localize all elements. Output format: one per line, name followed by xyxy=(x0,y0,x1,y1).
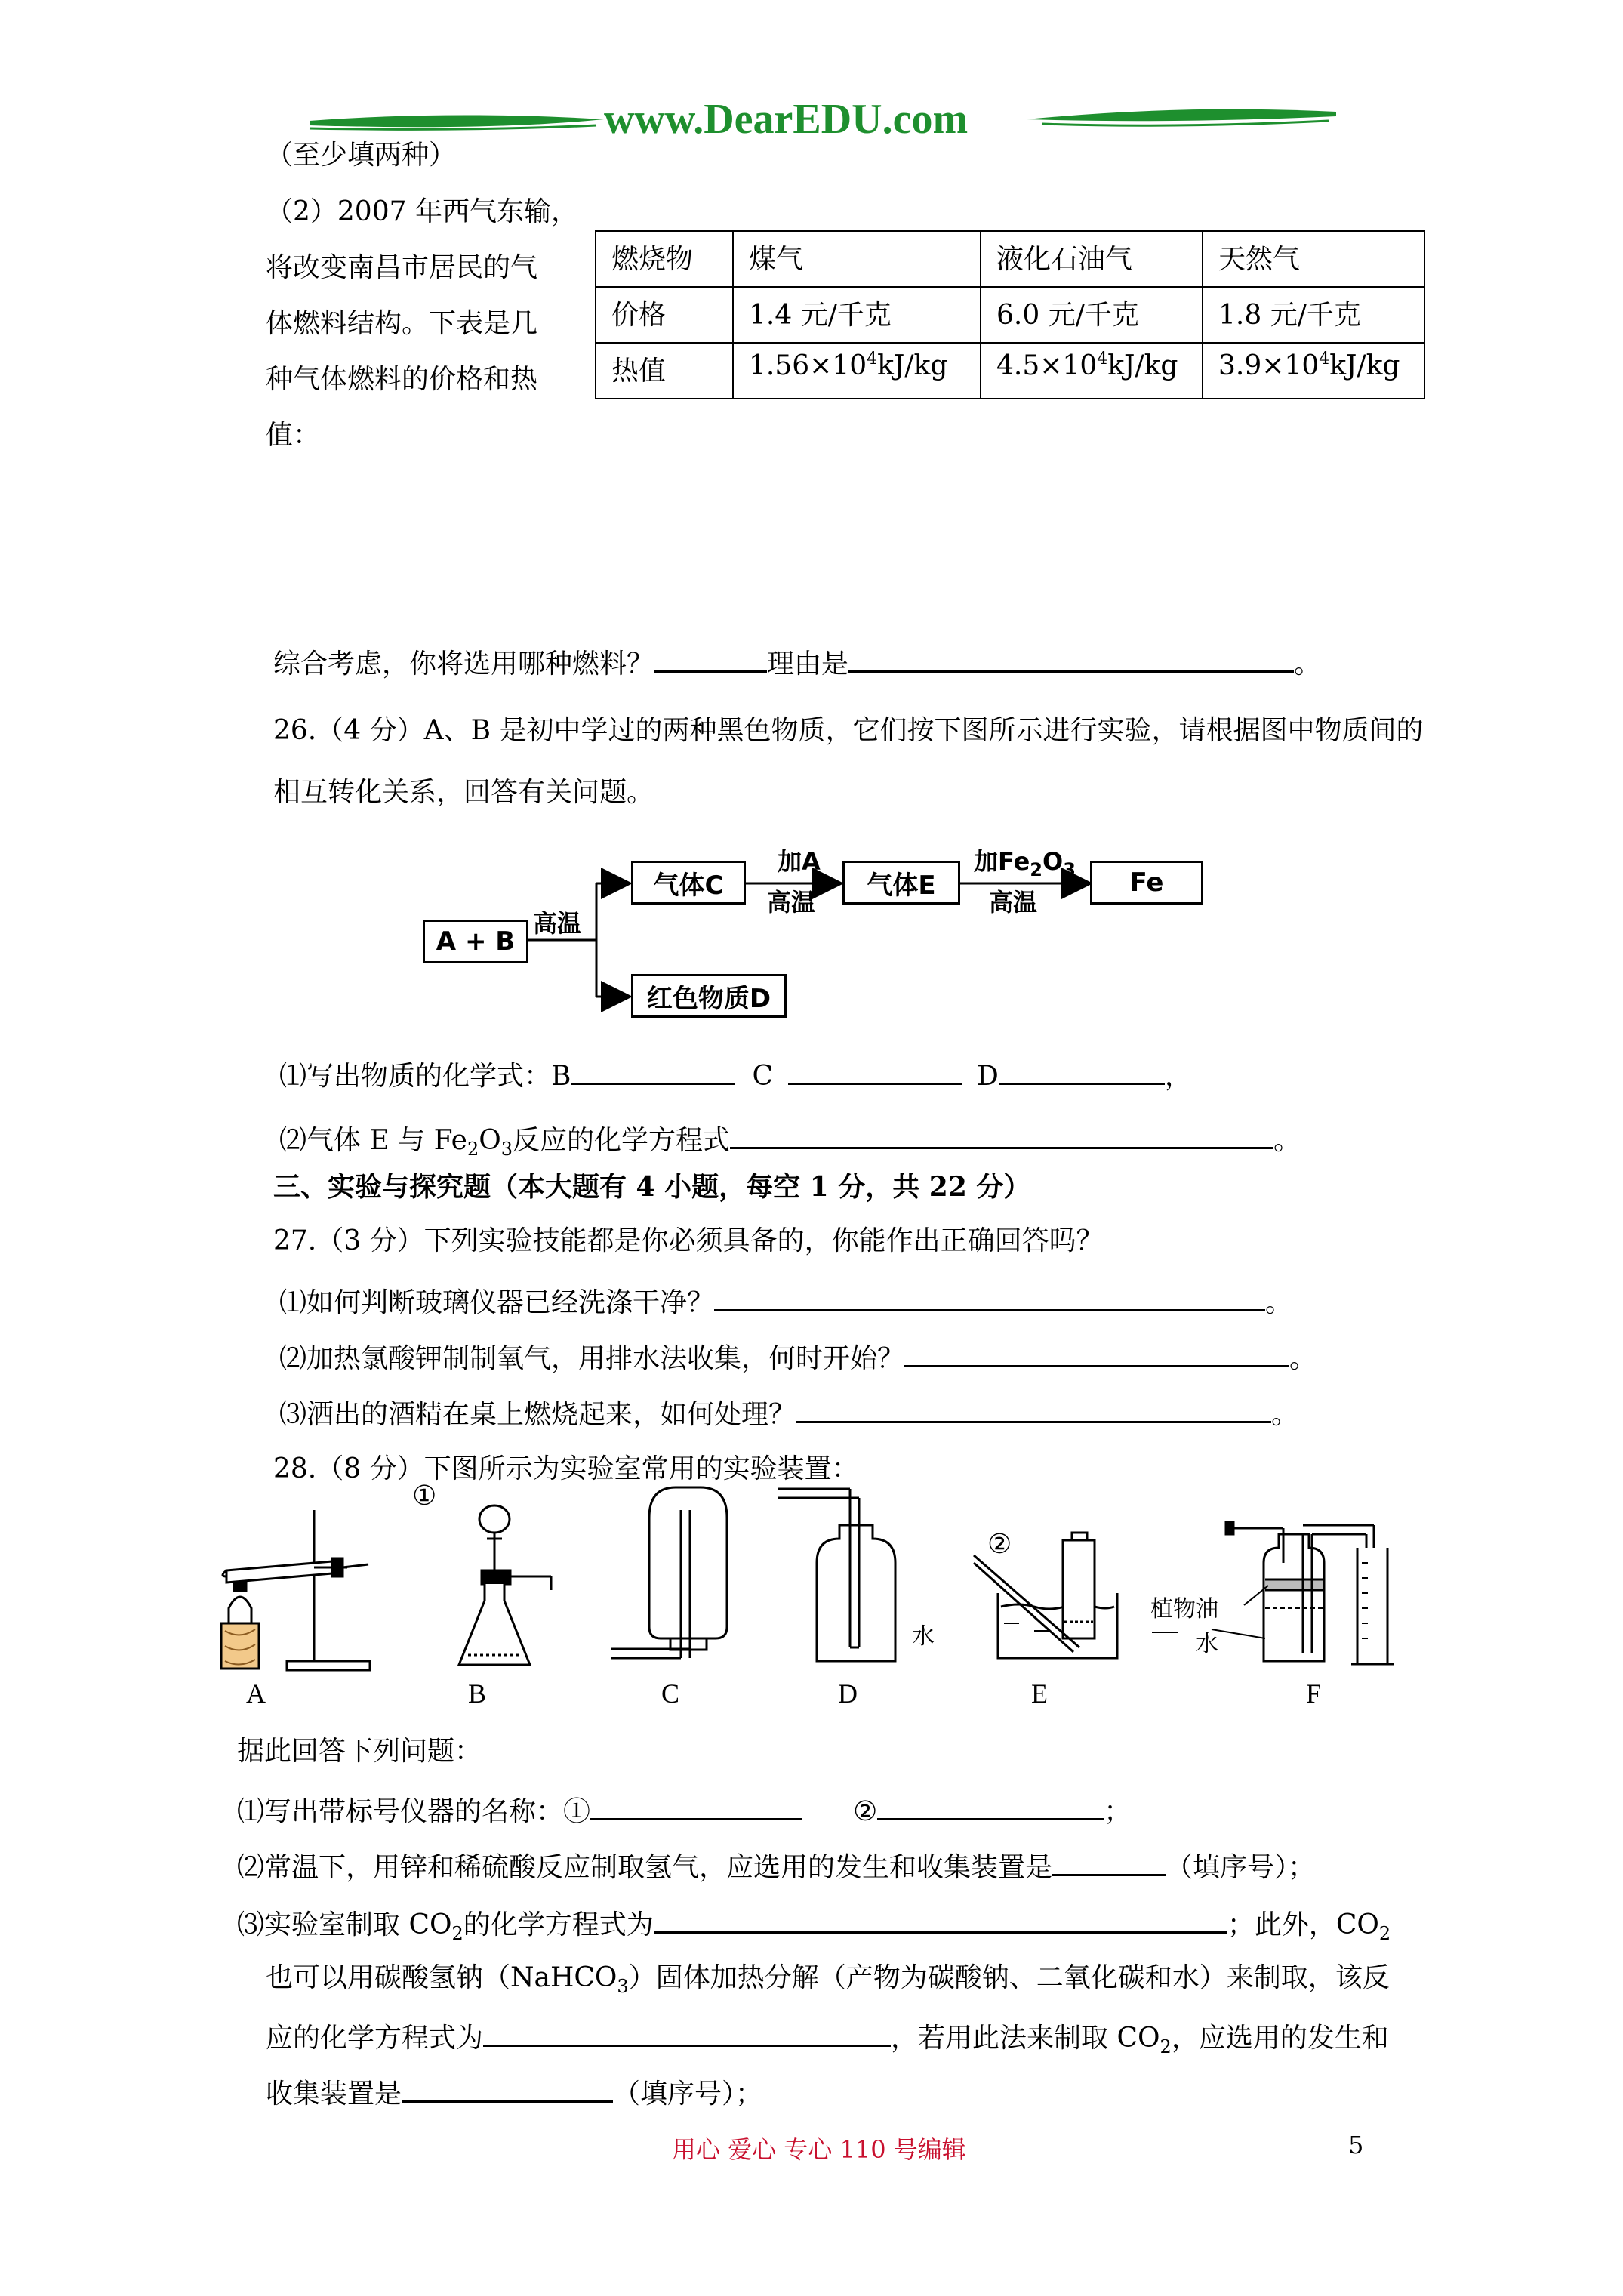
apparatus-label-f: F xyxy=(1306,1678,1322,1709)
table-cell: 价格 xyxy=(596,287,733,343)
heat-unit: kJ/kg xyxy=(877,350,948,381)
q26-sub-2 xyxy=(279,1120,1301,1167)
question-text: （填序号）； xyxy=(1166,1852,1316,1883)
question-text: ）固体加热分解（产物为碳酸钠、二氧化碳和水）来制取，该反 xyxy=(628,1962,1390,1993)
q28-sub-3-line-2 xyxy=(266,1960,1390,2005)
q28-sub-2 xyxy=(237,1847,1315,1886)
q27-item-3 xyxy=(279,1394,1298,1433)
apparatus-label-d: D xyxy=(838,1678,858,1709)
question-text: ，应选用的发生和 xyxy=(1171,2023,1389,2054)
q26-line-2: 相互转化关系，回答有关问题。 xyxy=(273,777,654,808)
table-header-cell: 煤气 xyxy=(733,231,981,287)
question-text: ⑵常温下，用锌和稀硫酸反应制取氢气，应选用的发生和收集装置是 xyxy=(237,1852,1053,1883)
heat-exponent: 4 xyxy=(1097,350,1108,368)
heat-exponent: 4 xyxy=(867,350,878,368)
table-cell: 1.8 元/千克 xyxy=(1203,287,1424,343)
label-high-temp-2: 高温 xyxy=(767,888,816,917)
answer-blank-nahco3-equation[interactable] xyxy=(483,2017,891,2047)
fuel-price-table xyxy=(595,230,1425,399)
answer-blank-q27-1[interactable] xyxy=(714,1282,1265,1311)
formula-subscript: 2 xyxy=(1030,859,1042,880)
apparatus-c xyxy=(611,1487,727,1658)
answer-blank-b[interactable] xyxy=(571,1056,735,1085)
q26-sub-1 xyxy=(279,1056,1192,1095)
table-cell xyxy=(733,343,981,399)
apparatus-label-c: C xyxy=(661,1678,680,1709)
answer-blank-q27-3[interactable] xyxy=(796,1394,1271,1423)
table-header-cell: 天然气 xyxy=(1203,231,1424,287)
q27-title: 27.（3 分）下列实验技能都是你必须具备的，你能作出正确回答吗？ xyxy=(273,1225,1104,1256)
question-text: 收集装置是 xyxy=(266,2079,402,2110)
apparatus-f xyxy=(1226,1522,1394,1664)
q28-title: 28.（8 分）下图所示为实验室常用的实验装置： xyxy=(273,1453,859,1484)
page-footer: 用心 爱心 专心 110 号编辑 xyxy=(672,2135,966,2164)
question-text: 的化学方程式为 xyxy=(463,1909,654,1940)
q25-intro-line-2: 将改变南昌市居民的气 xyxy=(266,252,538,283)
label-vegetable-oil: 植物油 xyxy=(1150,1596,1218,1623)
apparatus-label-e: E xyxy=(1031,1678,1048,1709)
formula-subscript: 2 xyxy=(451,1923,463,1944)
q25-intro-line-5: 值： xyxy=(266,420,321,451)
formula-subscript: 3 xyxy=(1063,859,1076,880)
question-text: 也可以用碳酸氢钠（NaHCO xyxy=(266,1962,617,1993)
heat-value: 3.9×10 xyxy=(1218,350,1320,381)
question-text: 应的化学方程式为 xyxy=(266,2023,484,2054)
label-add-a: 加A xyxy=(778,847,821,876)
answer-blank-instrument-1[interactable] xyxy=(590,1791,802,1820)
answer-blank-d[interactable] xyxy=(999,1056,1165,1085)
question-text: ；此外，CO xyxy=(1227,1909,1379,1940)
box-gas-e: 气体E xyxy=(842,861,960,905)
answer-blank-co2-equation[interactable] xyxy=(654,1904,1227,1934)
formula-subscript: 2 xyxy=(467,1139,479,1160)
label-mark-1: ① xyxy=(412,1481,437,1512)
answer-blank-reason[interactable] xyxy=(848,643,1294,673)
apparatus-drawings xyxy=(219,1480,1397,1676)
question-text: ⑴写出物质的化学式：B xyxy=(279,1061,571,1092)
q28-prompt: 据此回答下列问题： xyxy=(237,1736,482,1767)
q25-intro-line-1: （2）2007 年西气东输， xyxy=(266,196,578,227)
q26-line-1: 26.（4 分）A、B 是初中学过的两种黑色物质，它们按下图所示进行实验，请根据图中物质间的 xyxy=(273,715,1424,746)
apparatus-label-a: A xyxy=(246,1678,266,1709)
punctuation: 。 xyxy=(1271,1399,1299,1430)
question-text: O xyxy=(479,1125,501,1156)
question-text: ⑵加热氯酸钾制制氧气，用排水法收集，何时开始？ xyxy=(279,1343,905,1374)
heat-value: 4.5×10 xyxy=(996,350,1098,381)
label-water-f: 水 xyxy=(1196,1631,1218,1657)
box-red-substance-d: 红色物质D xyxy=(631,974,787,1018)
formula-subscript: 3 xyxy=(617,1976,629,1997)
label-mark-2: ② xyxy=(987,1529,1012,1560)
table-header-cell: 燃烧物 xyxy=(596,231,733,287)
table-row xyxy=(596,231,1424,287)
q27-item-1 xyxy=(279,1282,1292,1321)
question-text: D xyxy=(977,1061,999,1092)
table-cell: 热值 xyxy=(596,343,733,399)
box-gas-c: 气体C xyxy=(631,861,746,905)
q25-reason-label: 理由是 xyxy=(767,649,849,680)
table-cell xyxy=(981,343,1203,399)
heat-value: 1.56×10 xyxy=(749,350,867,381)
section-3-title: 三、实验与探究题（本大题有 4 小题，每空 1 分，共 22 分） xyxy=(273,1171,1031,1203)
q25-intro-line-4: 种气体燃料的价格和热 xyxy=(266,364,538,395)
question-text: ② xyxy=(853,1796,878,1827)
table-cell xyxy=(1203,343,1424,399)
formula-subscript: 2 xyxy=(1378,1923,1391,1944)
page-number: 5 xyxy=(1348,2131,1364,2159)
punctuation: ， xyxy=(1164,1061,1192,1092)
answer-blank-instrument-2[interactable] xyxy=(877,1791,1104,1820)
apparatus-label-b: B xyxy=(468,1678,487,1709)
answer-blank-c[interactable] xyxy=(788,1056,962,1085)
question-text: ⑴写出带标号仪器的名称：① xyxy=(237,1796,591,1827)
answer-blank-co2-apparatus[interactable] xyxy=(402,2073,613,2103)
q28-sub-3-line-1 xyxy=(237,1904,1390,1952)
site-logo: www.DearEDU.com xyxy=(604,96,969,143)
table-header-cell: 液化石油气 xyxy=(981,231,1203,287)
apparatus-a xyxy=(221,1510,370,1670)
table-cell: 6.0 元/千克 xyxy=(981,287,1203,343)
q27-item-2 xyxy=(279,1338,1317,1377)
punctuation: 。 xyxy=(1294,649,1322,680)
label-add-fe2o3 xyxy=(974,843,1076,880)
q25-intro-line-3: 体燃料结构。下表是几 xyxy=(266,308,538,339)
formula-subscript: 3 xyxy=(500,1139,513,1160)
question-text: ，若用此法来制取 CO xyxy=(891,2023,1160,2054)
table-cell: 1.4 元/千克 xyxy=(733,287,981,343)
heat-unit: kJ/kg xyxy=(1107,350,1178,381)
answer-blank-equation[interactable] xyxy=(730,1120,1273,1149)
label-water: 水 xyxy=(912,1623,935,1650)
box-fe: Fe xyxy=(1090,861,1203,905)
question-text: ⑶实验室制取 CO xyxy=(237,1909,452,1940)
heat-unit: kJ/kg xyxy=(1329,350,1400,381)
label-high-temp-3: 高温 xyxy=(989,888,1038,917)
apparatus-d xyxy=(778,1489,895,1661)
question-text: 反应的化学方程式 xyxy=(513,1125,731,1156)
formula-part: 加Fe xyxy=(974,847,1030,876)
formula-part: O xyxy=(1042,847,1064,876)
table-row xyxy=(596,287,1424,343)
heat-exponent: 4 xyxy=(1319,350,1330,368)
label-high-temp-1: 高温 xyxy=(533,909,582,938)
question-text: ⑴如何判断玻璃仪器已经洗涤干净？ xyxy=(279,1287,715,1318)
formula-subscript: 2 xyxy=(1160,2036,1172,2057)
answer-blank-q27-2[interactable] xyxy=(904,1338,1289,1367)
question-text: ⑵气体 E 与 Fe xyxy=(279,1125,467,1156)
box-a-plus-b: A + B xyxy=(423,920,528,963)
answer-blank-hydrogen-apparatus[interactable] xyxy=(1052,1847,1166,1876)
punctuation: 。 xyxy=(1289,1343,1317,1374)
question-text: C xyxy=(752,1061,774,1092)
punctuation: 。 xyxy=(1265,1287,1293,1318)
q28-sub-3-line-3 xyxy=(266,2017,1389,2065)
q28-sub-3-line-4 xyxy=(266,2073,762,2113)
punctuation: ； xyxy=(1104,1796,1132,1827)
q25-summary-line xyxy=(273,643,1321,683)
question-text: （填序号）； xyxy=(613,2079,763,2110)
punctuation: 。 xyxy=(1273,1125,1301,1156)
question-text: ⑶洒出的酒精在桌上燃烧起来，如何处理？ xyxy=(279,1399,796,1430)
answer-blank-fuel[interactable] xyxy=(654,643,767,673)
table-row xyxy=(596,343,1424,399)
q28-sub-1 xyxy=(237,1791,1131,1830)
apparatus-b xyxy=(459,1505,551,1665)
q25-note: （至少填两种） xyxy=(266,140,457,171)
q25-summary-question: 综合考虑，你将选用哪种燃料？ xyxy=(273,649,654,680)
